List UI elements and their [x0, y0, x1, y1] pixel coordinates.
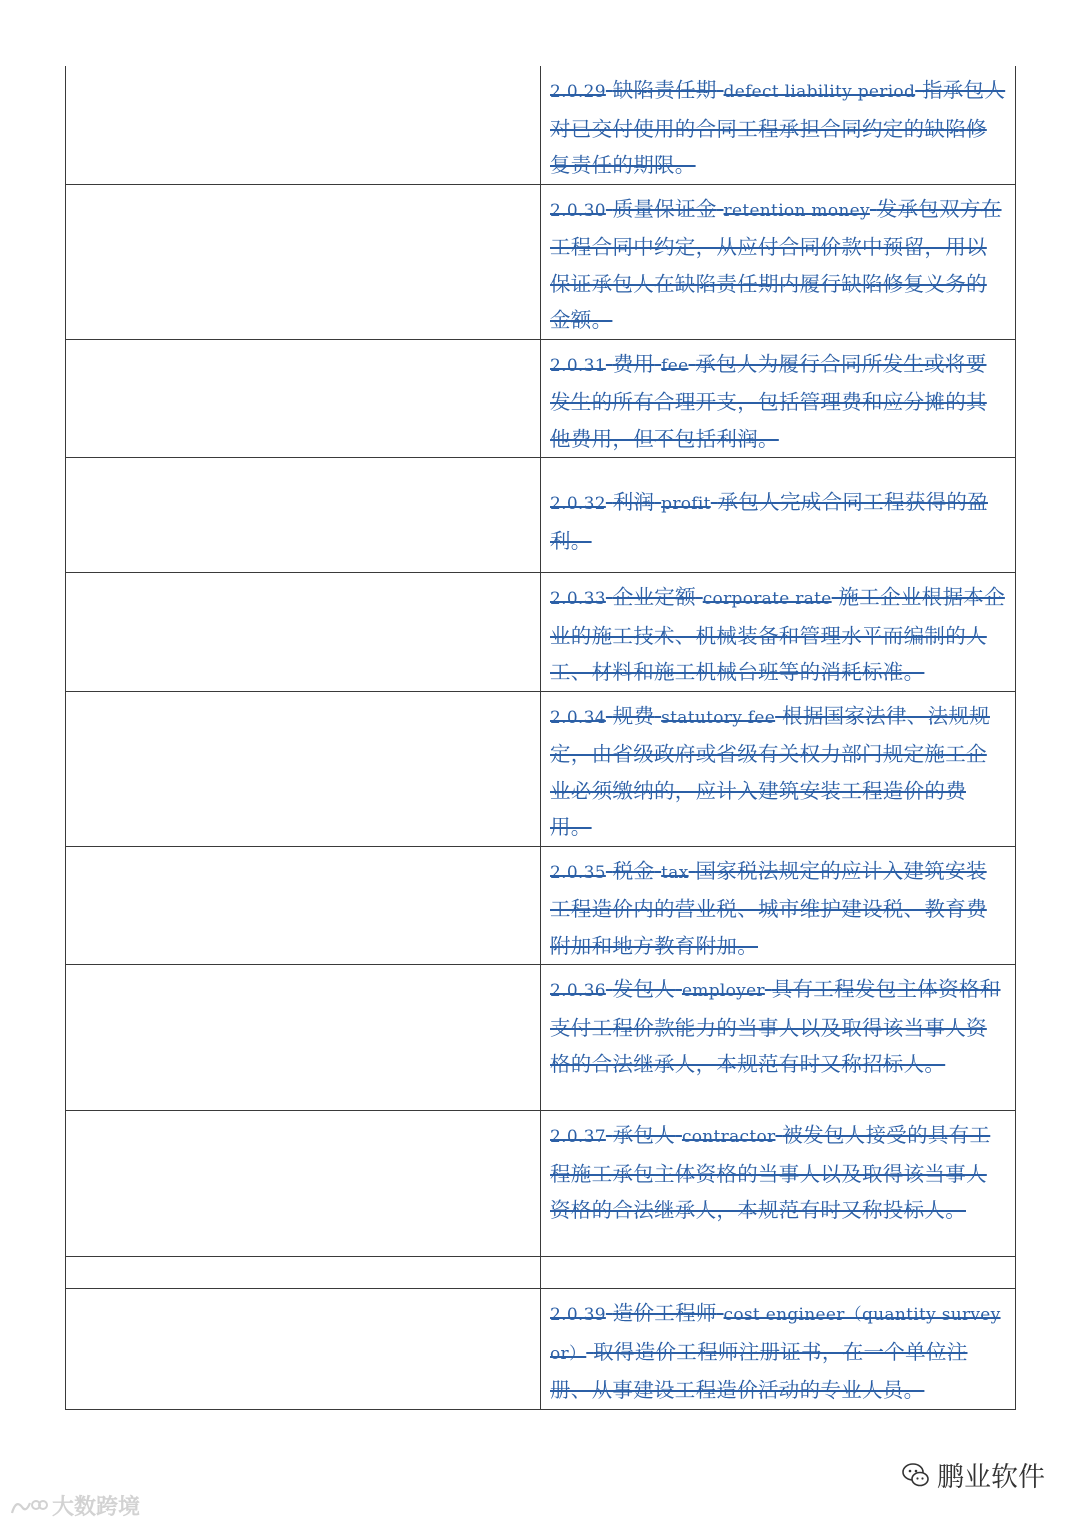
right-cell — [541, 691, 1016, 846]
term-number: 2.0.29 — [550, 82, 606, 102]
right-cell — [541, 573, 1016, 692]
left-cell — [66, 846, 541, 965]
term-english: corporate rate — [702, 589, 832, 609]
term-name: 造价工程师 — [612, 1301, 717, 1325]
table-row — [66, 846, 1016, 965]
term-description: 承包人为履行合同所发生或将要发生的所有合理开支，包括管理费和应分摊的其他费用，但不包括利润。 — [550, 351, 987, 451]
right-cell — [541, 1257, 1016, 1289]
term-entry — [541, 340, 1015, 458]
table-row — [66, 1289, 1016, 1410]
table-row — [66, 1111, 1016, 1257]
watermark — [8, 1490, 140, 1521]
term-name: 企业定额 — [612, 585, 696, 609]
term-description: 根据国家法律、法规规定，由省级政府或省级有关权力部门规定施工企业必须缴纳的，应计入建筑安装工程造价的费用。 — [550, 703, 990, 839]
right-cell — [541, 846, 1016, 965]
term-name: 税金 — [612, 858, 655, 883]
table-row — [66, 965, 1016, 1111]
right-cell — [541, 1111, 1016, 1257]
right-cell — [541, 965, 1016, 1111]
term-english: contractor — [681, 1127, 776, 1147]
left-cell — [66, 1289, 541, 1410]
term-name: 规费 — [612, 703, 655, 728]
term-english: cost engineer（quantity surveyor） — [550, 1305, 1001, 1364]
left-cell — [66, 1257, 541, 1289]
table-row — [66, 339, 1016, 458]
term-entry — [541, 458, 1015, 559]
right-cell — [541, 184, 1016, 339]
table-row — [66, 66, 1016, 184]
left-cell — [66, 965, 541, 1111]
right-cell — [541, 339, 1016, 458]
term-english: statutory fee — [661, 707, 776, 728]
terms-table — [65, 66, 1016, 1410]
table-row — [66, 1257, 1016, 1289]
table-row — [66, 573, 1016, 692]
term-english: profit — [661, 494, 711, 514]
term-english: tax — [661, 862, 689, 883]
term-name: 缺陷责任期 — [612, 78, 717, 102]
term-english: fee — [661, 355, 689, 376]
left-cell — [66, 66, 541, 184]
term-number: 2.0.34 — [550, 707, 606, 728]
right-cell — [541, 66, 1016, 184]
term-description: 承包人完成合同工程获得的盈利。 — [550, 490, 988, 553]
term-entry — [541, 692, 1015, 846]
table-row — [66, 184, 1016, 339]
term-english: employer — [681, 981, 765, 1001]
term-entry — [541, 1289, 1015, 1409]
term-entry — [541, 1111, 1015, 1229]
term-number: 2.0.32 — [550, 494, 606, 514]
term-entry — [541, 66, 1015, 184]
term-number: 2.0.39 — [550, 1305, 606, 1325]
term-name: 质量保证金 — [612, 196, 717, 221]
term-entry — [541, 965, 1015, 1083]
term-number: 2.0.35 — [550, 862, 606, 883]
term-english: defect liability period — [723, 82, 916, 102]
term-name: 利润 — [612, 490, 655, 514]
table-row — [66, 691, 1016, 846]
wechat-icon — [901, 1460, 931, 1490]
left-cell — [66, 691, 541, 846]
wechat-brand — [901, 1455, 1045, 1494]
term-name: 发包人 — [612, 977, 676, 1001]
term-number: 2.0.37 — [550, 1127, 606, 1147]
left-cell — [66, 184, 541, 339]
term-description: 取得造价工程师注册证书，在一个单位注册、从事建设工程造价活动的专业人员。 — [550, 1339, 968, 1402]
left-cell — [66, 1111, 541, 1257]
left-cell — [66, 573, 541, 692]
term-description: 国家税法规定的应计入建筑安装工程造价内的营业税、城市维护建设税、教育费附加和地方教育附加。 — [550, 858, 987, 958]
term-description: 被发包人接受的具有工程施工承包主体资格的当事人以及取得该当事人资格的合法继承人，本规范有时又称投标人。 — [550, 1123, 991, 1222]
brand-name: 鹏业软件 — [937, 1462, 1045, 1493]
watermark-logo-icon — [8, 1493, 48, 1519]
term-description: 具有工程发包主体资格和支付工程价款能力的当事人以及取得该当事人资格的合法继承人，本规范有时又称招标人。 — [550, 977, 1001, 1076]
term-description: 施工企业根据本企业的施工技术、机械装备和管理水平而编制的人工、材料和施工机械台班等的消耗标准。 — [550, 585, 1005, 684]
left-cell — [66, 339, 541, 458]
right-cell — [541, 458, 1016, 573]
term-entry — [541, 185, 1015, 339]
table-row — [66, 458, 1016, 573]
term-description: 指承包人对已交付使用的合同工程承担合同约定的缺陷修复责任的期限。 — [550, 78, 1006, 177]
term-entry — [541, 573, 1015, 691]
term-number: 2.0.36 — [550, 981, 606, 1001]
right-cell — [541, 1289, 1016, 1410]
term-entry — [541, 847, 1015, 965]
watermark-text: 大数跨境 — [52, 1495, 141, 1520]
term-name: 费用 — [612, 351, 655, 376]
term-description: 发承包双方在工程合同中约定，从应付合同价款中预留，用以保证承包人在缺陷责任期内履行缺陷修复义务的金额。 — [550, 196, 1002, 332]
term-number: 2.0.31 — [550, 355, 606, 376]
term-number: 2.0.33 — [550, 589, 606, 609]
term-name: 承包人 — [612, 1123, 676, 1147]
term-english: retention money — [723, 200, 870, 221]
term-number: 2.0.30 — [550, 200, 606, 221]
left-cell — [66, 458, 541, 573]
